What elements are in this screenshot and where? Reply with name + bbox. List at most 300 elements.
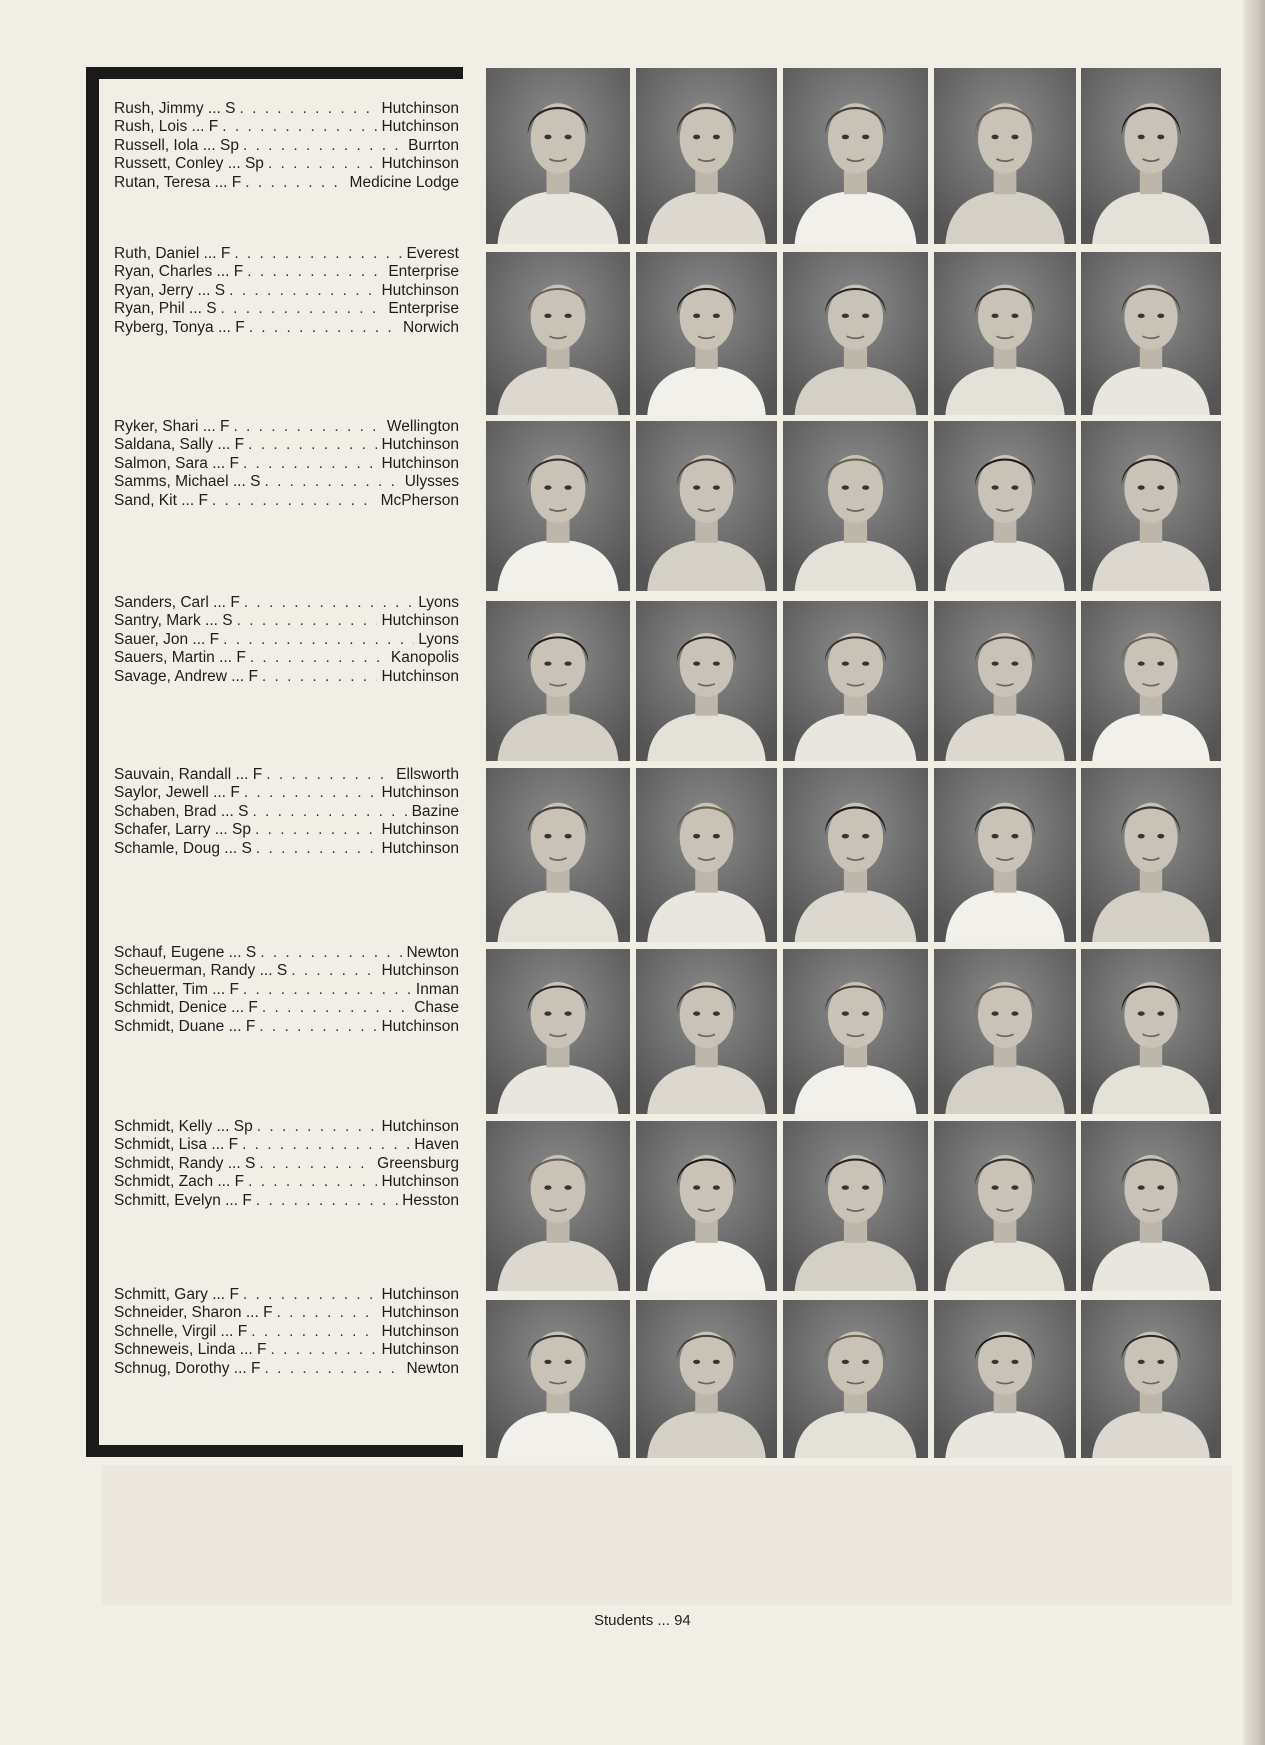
- class-separator: ...: [210, 173, 232, 191]
- dot-leader: [257, 1118, 378, 1136]
- name-group: [114, 1286, 459, 1378]
- dot-leader: [256, 840, 378, 858]
- class-separator: ...: [207, 454, 230, 472]
- student-class: S: [225, 100, 236, 117]
- student-hometown: Hutchinson: [381, 1173, 459, 1191]
- student-hometown: Burrton: [408, 136, 459, 154]
- student-name-class: Saylor, Jewell: [114, 784, 209, 802]
- roster-entry: [114, 100, 459, 118]
- student-hometown: Hutchinson: [381, 436, 459, 454]
- student-name-class: Schamle, Doug: [114, 839, 220, 857]
- dot-leader: [233, 418, 382, 436]
- student-hometown: Hutchinson: [381, 454, 459, 472]
- roster-entry: [114, 118, 459, 136]
- student-portrait: [636, 1300, 777, 1458]
- student-label: [114, 100, 235, 118]
- class-separator: ...: [228, 473, 251, 491]
- student-hometown: Everest: [406, 245, 459, 262]
- student-hometown: Ulysses: [404, 473, 459, 491]
- student-name-class: Schaben, Brad: [114, 802, 217, 820]
- roster-entry: [114, 594, 459, 612]
- student-portrait: [934, 68, 1076, 244]
- student-name-class: Schmidt, Kelly: [114, 1118, 213, 1135]
- class-separator: ...: [224, 944, 246, 961]
- student-class: S: [245, 944, 257, 961]
- student-hometown: Bazine: [411, 802, 459, 820]
- student-class: F: [220, 245, 231, 262]
- dot-leader: [234, 245, 402, 263]
- student-portrait: [636, 601, 777, 761]
- student-hometown: Hutchinson: [381, 667, 459, 685]
- roster-entry: [114, 1286, 459, 1304]
- student-portrait: [486, 768, 630, 942]
- student-portrait: [486, 252, 630, 415]
- student-class: F: [257, 1341, 267, 1359]
- roster-entry: [114, 245, 459, 263]
- dot-leader: [223, 631, 414, 649]
- student-label: [114, 263, 243, 281]
- class-separator: ...: [188, 630, 210, 648]
- student-name-class: Savage, Andrew: [114, 667, 227, 685]
- student-class: Sp: [232, 821, 252, 839]
- student-name-class: Schmidt, Lisa: [114, 1136, 208, 1154]
- student-portrait: [1081, 1300, 1221, 1458]
- student-portrait: [636, 68, 777, 244]
- roster-entry: [114, 612, 459, 630]
- student-name-class: Ryan, Charles: [114, 263, 213, 281]
- student-class: F: [219, 418, 230, 435]
- class-separator: ...: [212, 1118, 234, 1135]
- class-separator: ...: [214, 649, 237, 667]
- student-class: F: [198, 491, 208, 509]
- student-label: [114, 631, 219, 649]
- student-hometown: Hutchinson: [381, 1322, 459, 1340]
- student-label: [114, 1304, 273, 1322]
- student-label: [114, 999, 258, 1017]
- student-hometown: Haven: [414, 1136, 459, 1154]
- roster-entry: [114, 473, 459, 491]
- student-hometown: Hutchinson: [381, 1286, 459, 1303]
- dot-leader: [250, 649, 387, 667]
- student-label: [114, 594, 240, 612]
- student-name-class: Sauer, Jon: [114, 630, 189, 648]
- dot-leader: [248, 436, 377, 454]
- student-hometown: Hutchinson: [381, 118, 459, 136]
- class-separator: ...: [208, 784, 231, 802]
- roster-entry: [114, 766, 459, 784]
- student-portrait: [636, 252, 777, 415]
- class-separator: ...: [198, 418, 220, 435]
- dot-leader: [262, 999, 410, 1017]
- class-separator: ...: [241, 1304, 264, 1322]
- student-name-class: Samms, Michael: [114, 473, 229, 491]
- student-name-class: Ryan, Phil: [114, 300, 185, 318]
- student-portrait: [934, 1121, 1076, 1291]
- student-label: [114, 612, 233, 630]
- student-hometown: Hutchinson: [381, 155, 459, 173]
- dot-leader: [268, 155, 378, 173]
- student-hometown: Newton: [406, 1359, 459, 1377]
- student-class: S: [206, 300, 217, 318]
- class-separator: ...: [213, 318, 236, 336]
- class-separator: ...: [223, 155, 245, 173]
- student-label: [114, 1118, 253, 1136]
- student-class: Sp: [219, 136, 239, 154]
- student-name-class: Scheuerman, Randy: [114, 962, 256, 980]
- student-portrait: [486, 68, 630, 244]
- roster-entry: [114, 1136, 459, 1154]
- student-class: F: [252, 766, 263, 783]
- page-folio: [594, 1612, 691, 1629]
- dot-leader: [229, 282, 377, 300]
- student-label: [114, 319, 245, 337]
- student-hometown: Norwich: [403, 318, 459, 336]
- name-group: [114, 418, 459, 510]
- student-hometown: Hutchinson: [381, 1341, 459, 1359]
- student-hometown: Hutchinson: [381, 1304, 459, 1322]
- student-label: [114, 418, 229, 436]
- student-portrait: [934, 252, 1076, 415]
- student-name-class: Schmidt, Denice: [114, 999, 227, 1017]
- name-group: [114, 245, 459, 337]
- student-name-class: Sauers, Martin: [114, 649, 215, 667]
- class-separator: ...: [198, 136, 220, 154]
- student-class: F: [208, 118, 219, 136]
- student-name-class: Salmon, Sara: [114, 454, 208, 472]
- student-hometown: Hutchinson: [381, 784, 459, 802]
- dot-leader: [243, 137, 404, 155]
- student-name-class: Sanders, Carl: [114, 594, 209, 611]
- class-separator: ...: [219, 839, 242, 857]
- student-hometown: Hesston: [402, 1191, 459, 1209]
- class-separator: ...: [216, 802, 239, 820]
- class-separator: ...: [199, 245, 221, 262]
- student-label: [114, 137, 239, 155]
- student-label: [114, 300, 217, 318]
- student-hometown: Hutchinson: [381, 612, 459, 630]
- student-name-class: Ryan, Jerry: [114, 281, 194, 299]
- roster-entry: [114, 319, 459, 337]
- roster-entry: [114, 821, 459, 839]
- roster-entry: [114, 1304, 459, 1322]
- roster-entry: [114, 840, 459, 858]
- class-separator: ...: [208, 594, 231, 611]
- name-group: [114, 594, 459, 686]
- page-edge: [1243, 0, 1265, 1745]
- student-class: F: [229, 454, 239, 472]
- roster-entry: [114, 282, 459, 300]
- student-name-class: Schmidt, Zach: [114, 1173, 214, 1191]
- student-label: [114, 803, 248, 821]
- class-separator: ...: [224, 1017, 246, 1035]
- student-label: [114, 668, 258, 686]
- student-name-class: Ryberg, Tonya: [114, 318, 214, 336]
- student-hometown: Hutchinson: [381, 281, 459, 299]
- dot-leader: [277, 1304, 378, 1322]
- student-label: [114, 766, 262, 784]
- roster-entry: [114, 944, 459, 962]
- class-separator: ...: [207, 1136, 229, 1154]
- student-label: [114, 962, 287, 980]
- roster-entry: [114, 803, 459, 821]
- student-name-class: Saldana, Sally: [114, 436, 214, 454]
- dot-leader: [243, 981, 412, 999]
- roster-entry: [114, 1173, 459, 1191]
- class-separator: ...: [184, 300, 207, 318]
- student-hometown: Greensburg: [377, 1154, 459, 1172]
- student-name-class: Schmidt, Duane: [114, 1017, 225, 1035]
- student-label: [114, 155, 264, 173]
- student-hometown: Ellsworth: [396, 766, 459, 783]
- dot-leader: [259, 1018, 377, 1036]
- student-label: [114, 1155, 255, 1173]
- roster-entry: [114, 155, 459, 173]
- student-label: [114, 784, 240, 802]
- dot-leader: [237, 612, 378, 630]
- dot-leader: [243, 1286, 378, 1304]
- student-hometown: Newton: [406, 944, 459, 961]
- student-name-class: Rutan, Teresa: [114, 173, 211, 191]
- student-name-class: Schneweis, Linda: [114, 1341, 236, 1359]
- student-portrait: [783, 949, 928, 1114]
- student-name-class: Schauf, Eugene: [114, 944, 225, 961]
- student-name-class: Schmitt, Evelyn: [114, 1191, 221, 1209]
- student-hometown: Hutchinson: [381, 821, 459, 839]
- student-label: [114, 282, 225, 300]
- student-class: S: [250, 473, 261, 491]
- student-portrait: [1081, 768, 1221, 942]
- student-portrait: [1081, 252, 1221, 415]
- student-hometown: Wellington: [386, 418, 459, 435]
- student-class: S: [276, 962, 288, 980]
- roster-entry: [114, 649, 459, 667]
- name-group: [114, 100, 459, 192]
- roster-entry: [114, 418, 459, 436]
- student-class: F: [229, 1286, 239, 1303]
- roster-entry: [114, 962, 459, 980]
- student-label: [114, 1136, 238, 1154]
- student-label: [114, 245, 230, 263]
- dot-leader: [242, 1136, 410, 1154]
- dot-leader: [291, 962, 377, 980]
- roster-entry: [114, 668, 459, 686]
- dot-leader: [245, 174, 345, 192]
- student-hometown: Enterprise: [388, 263, 459, 281]
- student-class: S: [222, 612, 233, 630]
- student-portrait: [934, 768, 1076, 942]
- student-name-class: Schlatter, Tim: [114, 980, 208, 998]
- student-name-class: Rush, Jimmy: [114, 100, 204, 117]
- student-name-class: Schnelle, Virgil: [114, 1322, 217, 1340]
- class-separator: ...: [207, 1286, 230, 1303]
- student-class: F: [230, 784, 240, 802]
- student-portrait: [486, 949, 630, 1114]
- student-name-class: Russett, Conley: [114, 155, 224, 173]
- student-label: [114, 1286, 239, 1304]
- roster-entry: [114, 492, 459, 510]
- roster-entry: [114, 300, 459, 318]
- student-label: [114, 1341, 267, 1359]
- student-portrait: [783, 768, 928, 942]
- student-class: F: [248, 999, 258, 1017]
- dot-leader: [260, 944, 402, 962]
- dot-leader: [243, 455, 378, 473]
- class-separator: ...: [235, 1341, 258, 1359]
- student-label: [114, 1173, 244, 1191]
- student-class: Sp: [233, 1118, 253, 1135]
- student-class: F: [228, 1136, 239, 1154]
- student-portrait: [783, 252, 928, 415]
- student-label: [114, 492, 208, 510]
- student-hometown: Hutchinson: [381, 1017, 459, 1035]
- dot-leader: [251, 1323, 377, 1341]
- class-separator: ...: [203, 100, 226, 117]
- dot-leader: [249, 319, 399, 337]
- student-hometown: Medicine Lodge: [349, 173, 459, 191]
- roster-entry: [114, 784, 459, 802]
- student-portrait: [486, 601, 630, 761]
- class-separator: ...: [223, 1154, 245, 1172]
- student-class: Sp: [244, 155, 264, 173]
- student-hometown: Chase: [414, 999, 459, 1017]
- roster-entry: [114, 1360, 459, 1378]
- student-hometown: Hutchinson: [381, 100, 459, 117]
- student-portrait: [636, 421, 777, 591]
- dot-leader: [247, 263, 384, 281]
- dot-leader: [221, 300, 385, 318]
- roster-entry: [114, 1341, 459, 1359]
- student-portrait: [486, 421, 630, 591]
- student-class: F: [234, 436, 245, 454]
- student-portrait: [934, 421, 1076, 591]
- roster-entry: [114, 137, 459, 155]
- student-hometown: Enterprise: [388, 300, 459, 318]
- faded-region: [102, 1465, 1232, 1605]
- dot-leader: [266, 766, 392, 784]
- dot-leader: [252, 803, 407, 821]
- student-label: [114, 981, 239, 999]
- student-hometown: Hutchinson: [381, 962, 459, 980]
- roster-entry: [114, 436, 459, 454]
- student-class: S: [214, 281, 226, 299]
- student-hometown: Kanopolis: [390, 649, 459, 667]
- student-label: [114, 944, 256, 962]
- student-hometown: Lyons: [418, 594, 459, 611]
- student-name-class: Schmitt, Gary: [114, 1286, 208, 1303]
- roster-entry: [114, 1323, 459, 1341]
- class-separator: ...: [213, 1173, 235, 1191]
- student-name-class: Sauvain, Randall: [114, 766, 232, 783]
- dot-leader: [222, 118, 377, 136]
- dot-leader: [262, 668, 378, 686]
- student-class: F: [263, 1304, 273, 1322]
- student-name-class: Schnug, Dorothy: [114, 1359, 230, 1377]
- dot-leader: [259, 1155, 373, 1173]
- student-name-class: Russell, Iola: [114, 136, 199, 154]
- student-name-class: Santry, Mark: [114, 612, 201, 630]
- dot-leader: [244, 784, 378, 802]
- student-class: F: [251, 1359, 261, 1377]
- roster-entry: [114, 981, 459, 999]
- class-separator: ...: [187, 118, 209, 136]
- student-class: F: [248, 667, 258, 685]
- student-portrait: [934, 601, 1076, 761]
- student-portrait: [783, 68, 928, 244]
- class-separator: ...: [231, 766, 253, 783]
- student-class: F: [237, 1322, 248, 1340]
- student-portrait: [783, 1300, 928, 1458]
- folio-section: Students: [594, 1612, 654, 1629]
- student-name-class: Sand, Kit: [114, 491, 177, 509]
- student-class: F: [209, 630, 220, 648]
- dot-leader: [271, 1341, 378, 1359]
- dot-leader: [239, 100, 377, 118]
- student-label: [114, 455, 239, 473]
- class-separator: ...: [226, 999, 249, 1017]
- student-name-class: Schneider, Sharon: [114, 1304, 242, 1322]
- student-name-class: Schmidt, Randy: [114, 1154, 224, 1172]
- student-hometown: McPherson: [380, 491, 459, 509]
- student-label: [114, 1323, 247, 1341]
- student-label: [114, 1192, 252, 1210]
- folio-separator: ...: [657, 1612, 670, 1629]
- student-portrait: [783, 601, 928, 761]
- student-label: [114, 1018, 255, 1036]
- class-separator: ...: [216, 1322, 238, 1340]
- student-name-class: Rush, Lois: [114, 118, 188, 136]
- dot-leader: [255, 821, 377, 839]
- class-separator: ...: [255, 962, 277, 980]
- student-portrait: [934, 1300, 1076, 1458]
- student-portrait: [1081, 421, 1221, 591]
- roster-entry: [114, 1155, 459, 1173]
- student-class: F: [231, 173, 242, 191]
- student-class: F: [235, 318, 245, 336]
- student-label: [114, 840, 252, 858]
- student-name-class: Ruth, Daniel: [114, 245, 200, 262]
- dot-leader: [264, 1360, 402, 1378]
- student-class: F: [234, 1173, 245, 1191]
- student-portrait: [636, 1121, 777, 1291]
- student-portrait: [636, 949, 777, 1114]
- class-separator: ...: [212, 263, 234, 281]
- class-separator: ...: [176, 491, 199, 509]
- student-class: F: [242, 1191, 252, 1209]
- roster-entry: [114, 455, 459, 473]
- class-separator: ...: [220, 1191, 243, 1209]
- roster-entry: [114, 999, 459, 1017]
- dot-leader: [248, 1173, 377, 1191]
- student-portrait: [486, 1300, 630, 1458]
- name-group: [114, 766, 459, 858]
- folio-page-number: 94: [674, 1612, 691, 1629]
- student-class: S: [241, 839, 252, 857]
- class-separator: ...: [210, 821, 233, 839]
- roster-entry: [114, 1118, 459, 1136]
- student-portrait: [783, 421, 928, 591]
- roster-entry: [114, 631, 459, 649]
- student-hometown: Hutchinson: [381, 839, 459, 857]
- student-name-class: Ryker, Shari: [114, 418, 199, 435]
- dot-leader: [244, 594, 414, 612]
- roster-entry: [114, 263, 459, 281]
- student-class: F: [233, 263, 244, 281]
- student-class: S: [244, 1154, 256, 1172]
- student-portrait: [1081, 68, 1221, 244]
- student-portrait: [1081, 1121, 1221, 1291]
- student-portrait: [1081, 949, 1221, 1114]
- student-hometown: Hutchinson: [381, 1118, 459, 1135]
